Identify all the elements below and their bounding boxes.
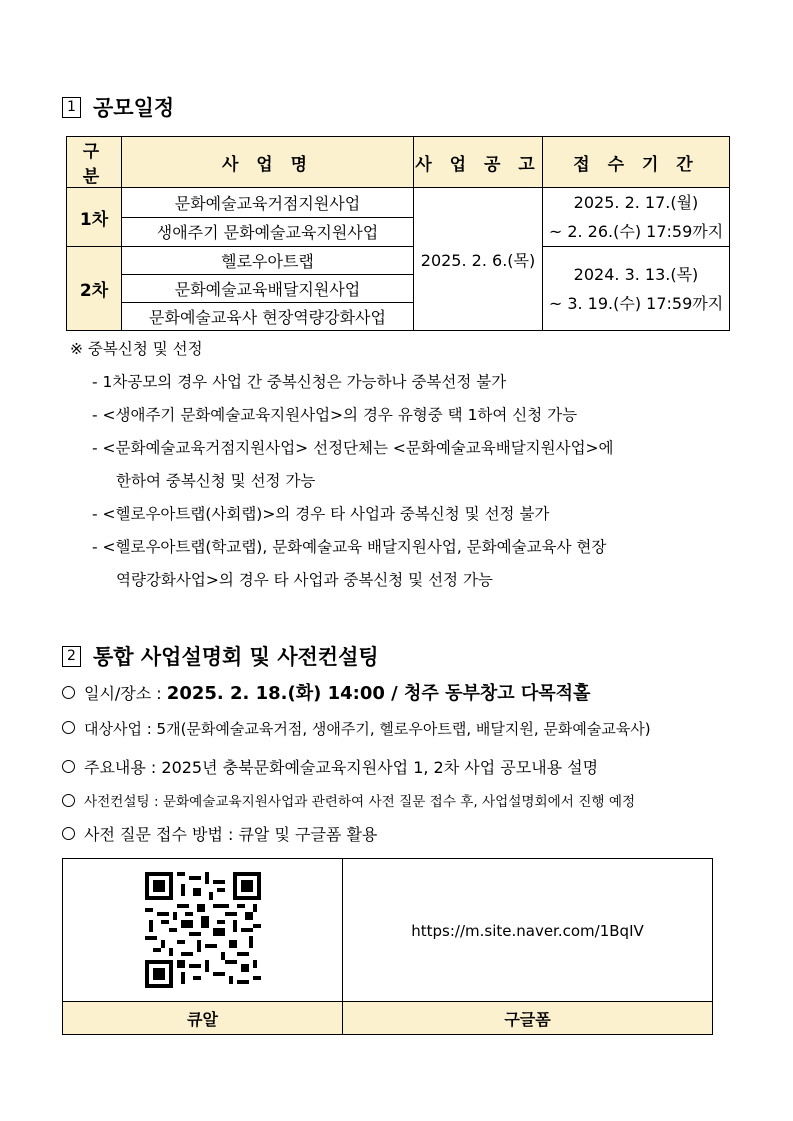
schedule-label: 일시/장소 : xyxy=(84,684,162,703)
section1-number: 1 xyxy=(62,97,81,118)
table-row xyxy=(67,188,730,218)
project-cell: 문화예술교육배달지원사업 xyxy=(122,275,414,303)
round1-period-end: ~ 2. 26.(수) 17:59까지 xyxy=(548,222,724,241)
table-row xyxy=(63,1002,713,1035)
circle-bullet-icon xyxy=(62,686,75,699)
round2-label: 2차 xyxy=(67,247,122,331)
schedule-item xyxy=(62,679,590,705)
form-label: 구글폼 xyxy=(343,1002,713,1035)
note-line: - <생애주기 문화예술교육지원사업>의 경우 유형중 택 1하여 신청 가능 xyxy=(92,406,578,424)
header-period: 접 수 기 간 xyxy=(543,137,730,188)
target-text: 대상사업 : 5개(문화예술교육거점, 생애주기, 헬로우아트랩, 배달지원, 문화예술교육사) xyxy=(84,720,651,738)
consulting-item xyxy=(62,790,635,810)
note-line: 한하여 중복신청 및 선정 가능 xyxy=(116,472,316,490)
project-cell: 헬로우아트랩 xyxy=(122,247,414,275)
method-text: 사전 질문 접수 방법 : 큐알 및 구글폼 활용 xyxy=(84,825,378,844)
round2-period-end: ~ 3. 19.(수) 17:59까지 xyxy=(548,293,724,313)
header-category: 구 분 xyxy=(67,137,122,188)
link-cell xyxy=(343,859,713,1002)
note-heading: ※ 중복신청 및 선정 xyxy=(70,340,203,358)
announcement-date: 2025. 2. 6.(목) xyxy=(414,188,543,331)
section2-title-text: 통합 사업설명회 및 사전컨설팅 xyxy=(93,645,379,669)
circle-bullet-icon xyxy=(62,794,75,807)
qr-code-icon[interactable] xyxy=(145,872,261,988)
content-item xyxy=(62,755,598,778)
circle-bullet-icon xyxy=(62,721,75,734)
header-project: 사 업 명 xyxy=(122,137,414,188)
content-text: 주요내용 : 2025년 충북문화예술교육지원사업 1, 2차 사업 공모내용 설명 xyxy=(84,758,599,777)
note-line: - <헬로우아트랩(사회랩)>의 경우 타 사업과 중복신청 및 선정 불가 xyxy=(92,505,550,523)
section2-title xyxy=(62,641,379,671)
table-header-row xyxy=(67,137,730,188)
note-line: - <헬로우아트랩(학교랩), 문화예술교육 배달지원사업, 문화예술교육사 현장 xyxy=(92,538,607,556)
note-line: - 1차공모의 경우 사업 간 중복신청은 가능하나 중복선정 불가 xyxy=(92,373,507,391)
note-line: - <문화예술교육거점지원사업> 선정단체는 <문화예술교육배달지원사업>에 xyxy=(92,439,614,457)
round2-period xyxy=(543,247,730,331)
header-announcement: 사 업 공 고 xyxy=(414,137,543,188)
table-row xyxy=(63,859,713,1002)
round1-period-start: 2025. 2. 17.(월) xyxy=(573,193,699,212)
project-cell: 문화예술교육사 현장역량강화사업 xyxy=(122,303,414,331)
round1-period xyxy=(543,188,730,247)
circle-bullet-icon xyxy=(62,827,75,840)
note-line: 역량강화사업>의 경우 타 사업과 중복신청 및 선정 가능 xyxy=(116,571,493,589)
project-cell: 생애주기 문화예술교육지원사업 xyxy=(122,217,414,247)
qr-cell xyxy=(63,859,343,1002)
round1-label: 1차 xyxy=(67,188,122,247)
qr-label: 큐알 xyxy=(63,1002,343,1035)
consulting-text: 사전컨설팅 : 문화예술교육지원사업과 관련하여 사전 질문 접수 후, 사업설명회에서 진행 예정 xyxy=(84,794,636,810)
section1-title xyxy=(62,92,174,122)
circle-bullet-icon xyxy=(62,760,75,773)
schedule-table xyxy=(66,136,730,331)
qr-link-table xyxy=(62,858,713,1035)
table-row xyxy=(67,247,730,275)
section1-title-text: 공모일정 xyxy=(93,96,175,120)
schedule-value: 2025. 2. 18.(화) 14:00 / 청주 동부창고 다목적홀 xyxy=(166,683,591,704)
target-item xyxy=(62,718,651,739)
round2-period-start: 2024. 3. 13.(목) xyxy=(573,264,699,284)
form-link[interactable]: https://m.site.naver.com/1BqIV xyxy=(411,921,644,940)
method-item xyxy=(62,822,377,845)
section2-number: 2 xyxy=(62,646,81,667)
project-cell: 문화예술교육거점지원사업 xyxy=(122,188,414,218)
